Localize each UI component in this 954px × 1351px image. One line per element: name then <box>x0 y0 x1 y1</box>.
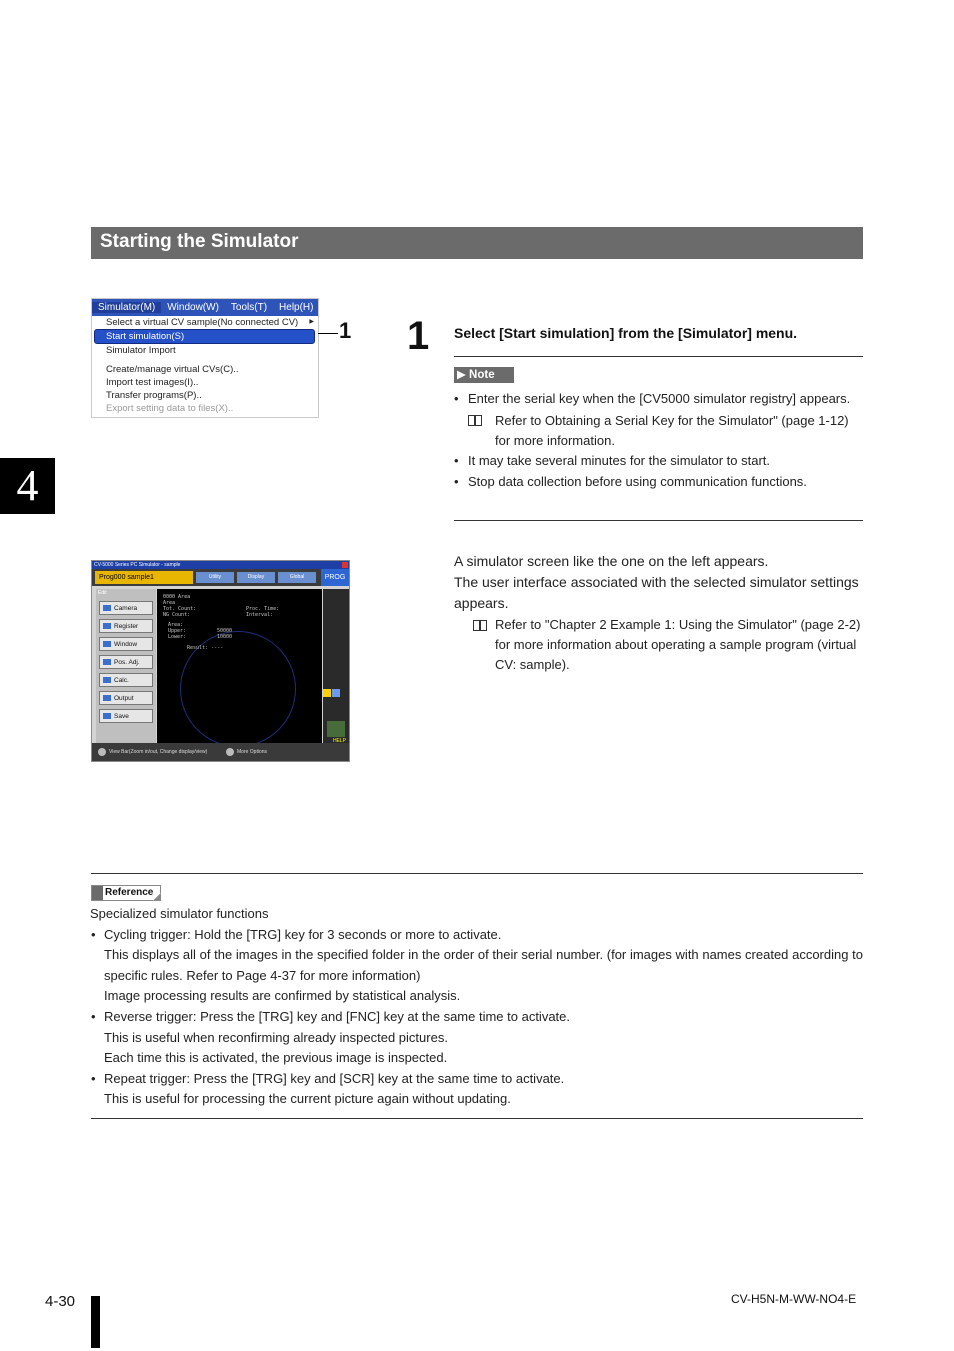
callout-line <box>318 333 338 334</box>
book-icon <box>468 415 484 427</box>
step-number: 1 <box>407 314 430 358</box>
menu-item-select-virtual-cv[interactable]: Select a virtual CV sample(No connected CV) ▶ <box>106 317 314 328</box>
global-button[interactable]: Global <box>278 572 316 583</box>
menu-bar <box>92 299 318 316</box>
sim-toolbar <box>92 569 349 586</box>
menu-simulator[interactable]: Simulator(M) <box>92 302 161 313</box>
step-rule-top <box>454 356 863 357</box>
result-ref: Refer to "Chapter 2 Example 1: Using the Simulator" (page 2-2) for more information about operating a sample program (virtual CV: sample). <box>454 615 863 675</box>
program-select[interactable]: Prog000 sample1 <box>95 571 193 584</box>
reference-rule-bottom <box>91 1118 863 1119</box>
reference-rule-top <box>91 873 863 874</box>
page-marker-bar <box>91 1296 100 1348</box>
menu-item-transfer-programs[interactable]: Transfer programs(P).. <box>106 390 202 401</box>
note-item: • Enter the serial key when the [CV5000 simulator registry] appears. <box>454 389 863 409</box>
menu-item-start-simulation[interactable]: Start simulation(S) <box>94 329 315 344</box>
note-list <box>454 389 863 492</box>
reference-detail: This is useful for processing the current picture again without updating. <box>104 1091 511 1107</box>
reference-detail: This is useful when reconfirming already inspected pictures. <box>104 1029 448 1045</box>
sim-edit-panel <box>96 589 156 743</box>
prog-mode-box[interactable]: PROG <box>321 569 349 586</box>
edit-label: Edit <box>98 590 107 596</box>
result-line: The user interface associated with the selected simulator settings appears. <box>454 574 859 611</box>
help-label[interactable]: HELP <box>332 738 346 744</box>
view-bar-icon[interactable] <box>98 748 106 756</box>
callout-number: 1 <box>339 318 352 343</box>
page-number: 4-30 <box>45 1293 76 1310</box>
reference-detail: Each time this is activated, the previous image is inspected. <box>104 1050 448 1066</box>
calc-button[interactable]: Calc. <box>99 673 153 687</box>
reference-item: • Cycling trigger: Hold the [TRG] key for 3 seconds or more to activate. <box>90 925 863 946</box>
menu-tools[interactable]: Tools(T) <box>230 302 268 313</box>
step-rule-bottom <box>454 520 863 521</box>
reference-badge: Reference <box>91 885 161 901</box>
note-item: • It may take several minutes for the simulator to start. <box>454 451 863 471</box>
register-button[interactable]: Register <box>99 619 153 633</box>
close-icon[interactable] <box>342 562 348 568</box>
submenu-arrow-icon: ▶ <box>309 319 314 325</box>
document-code: CV-H5N-M-WW-NO4-E <box>731 1292 857 1306</box>
sim-status-panel <box>323 589 350 743</box>
note-ref: Refer to Obtaining a Serial Key for the Simulator" (page 1-12) for more information. <box>454 411 863 451</box>
output-button[interactable]: Output <box>99 691 153 705</box>
sim-title-bar: CV-5000 Series PC Simulator - sample <box>92 561 349 569</box>
reference-item: • Repeat trigger: Press the [TRG] key and [SCR] key at the same time to activate. <box>90 1069 863 1090</box>
result-text <box>454 551 863 614</box>
status-indicator-icon <box>323 689 331 697</box>
note-item: • Stop data collection before using communication functions. <box>454 472 863 492</box>
more-options-icon[interactable] <box>226 748 234 756</box>
status-indicator-icon <box>332 689 340 697</box>
utility-button[interactable]: Utility <box>196 572 234 583</box>
trigger-button[interactable] <box>327 721 345 737</box>
camera-button[interactable]: Camera <box>99 601 153 615</box>
chapter-tab: 4 <box>0 458 55 514</box>
sim-bottom-bar: View Bar(Zoom in/out, Change display/view) More Options HELP <box>92 743 349 761</box>
reference-body <box>90 904 863 1110</box>
reference-detail: Image processing results are confirmed by statistical analysis. <box>104 988 461 1004</box>
menu-screenshot <box>91 298 319 418</box>
pos-adj-button[interactable]: Pos. Adj. <box>99 655 153 669</box>
result-line: A simulator screen like the one on the left appears. <box>454 553 769 569</box>
menu-window[interactable]: Window(W) <box>167 302 219 313</box>
section-title: Starting the Simulator <box>91 227 863 259</box>
reference-item: • Reverse trigger: Press the [TRG] key and [FNC] key at the same time to activate. <box>90 1007 863 1028</box>
menu-item-export-setting-data: Export setting data to files(X).. <box>106 403 234 414</box>
save-button[interactable]: Save <box>99 709 153 723</box>
sim-image-screen: 0000 Area Area Tot. Count: NG Count: Proc. Time: Interval: Area: Upper: Lower: 50000 10000 Result: ---- <box>157 589 322 743</box>
window-button[interactable]: Window <box>99 637 153 651</box>
note-badge: ▶ Note <box>454 367 514 383</box>
step-instruction: Select [Start simulation] from the [Simulator] menu. <box>454 325 798 341</box>
menu-item-create-manage[interactable]: Create/manage virtual CVs(C).. <box>106 364 239 375</box>
display-button[interactable]: Display <box>237 572 275 583</box>
book-icon <box>473 620 489 632</box>
reference-detail: This displays all of the images in the specified folder in the order of their serial number. (for images with names created according to specific rules. Refer to Page 4-37 for more information) <box>104 947 863 983</box>
simulator-screenshot <box>91 560 350 762</box>
menu-item-import-test-images[interactable]: Import test images(I).. <box>106 377 199 388</box>
menu-item-simulator-import[interactable]: Simulator Import <box>106 345 176 356</box>
reference-intro: Specialized simulator functions <box>90 906 269 921</box>
menu-help[interactable]: Help(H) <box>279 302 314 313</box>
